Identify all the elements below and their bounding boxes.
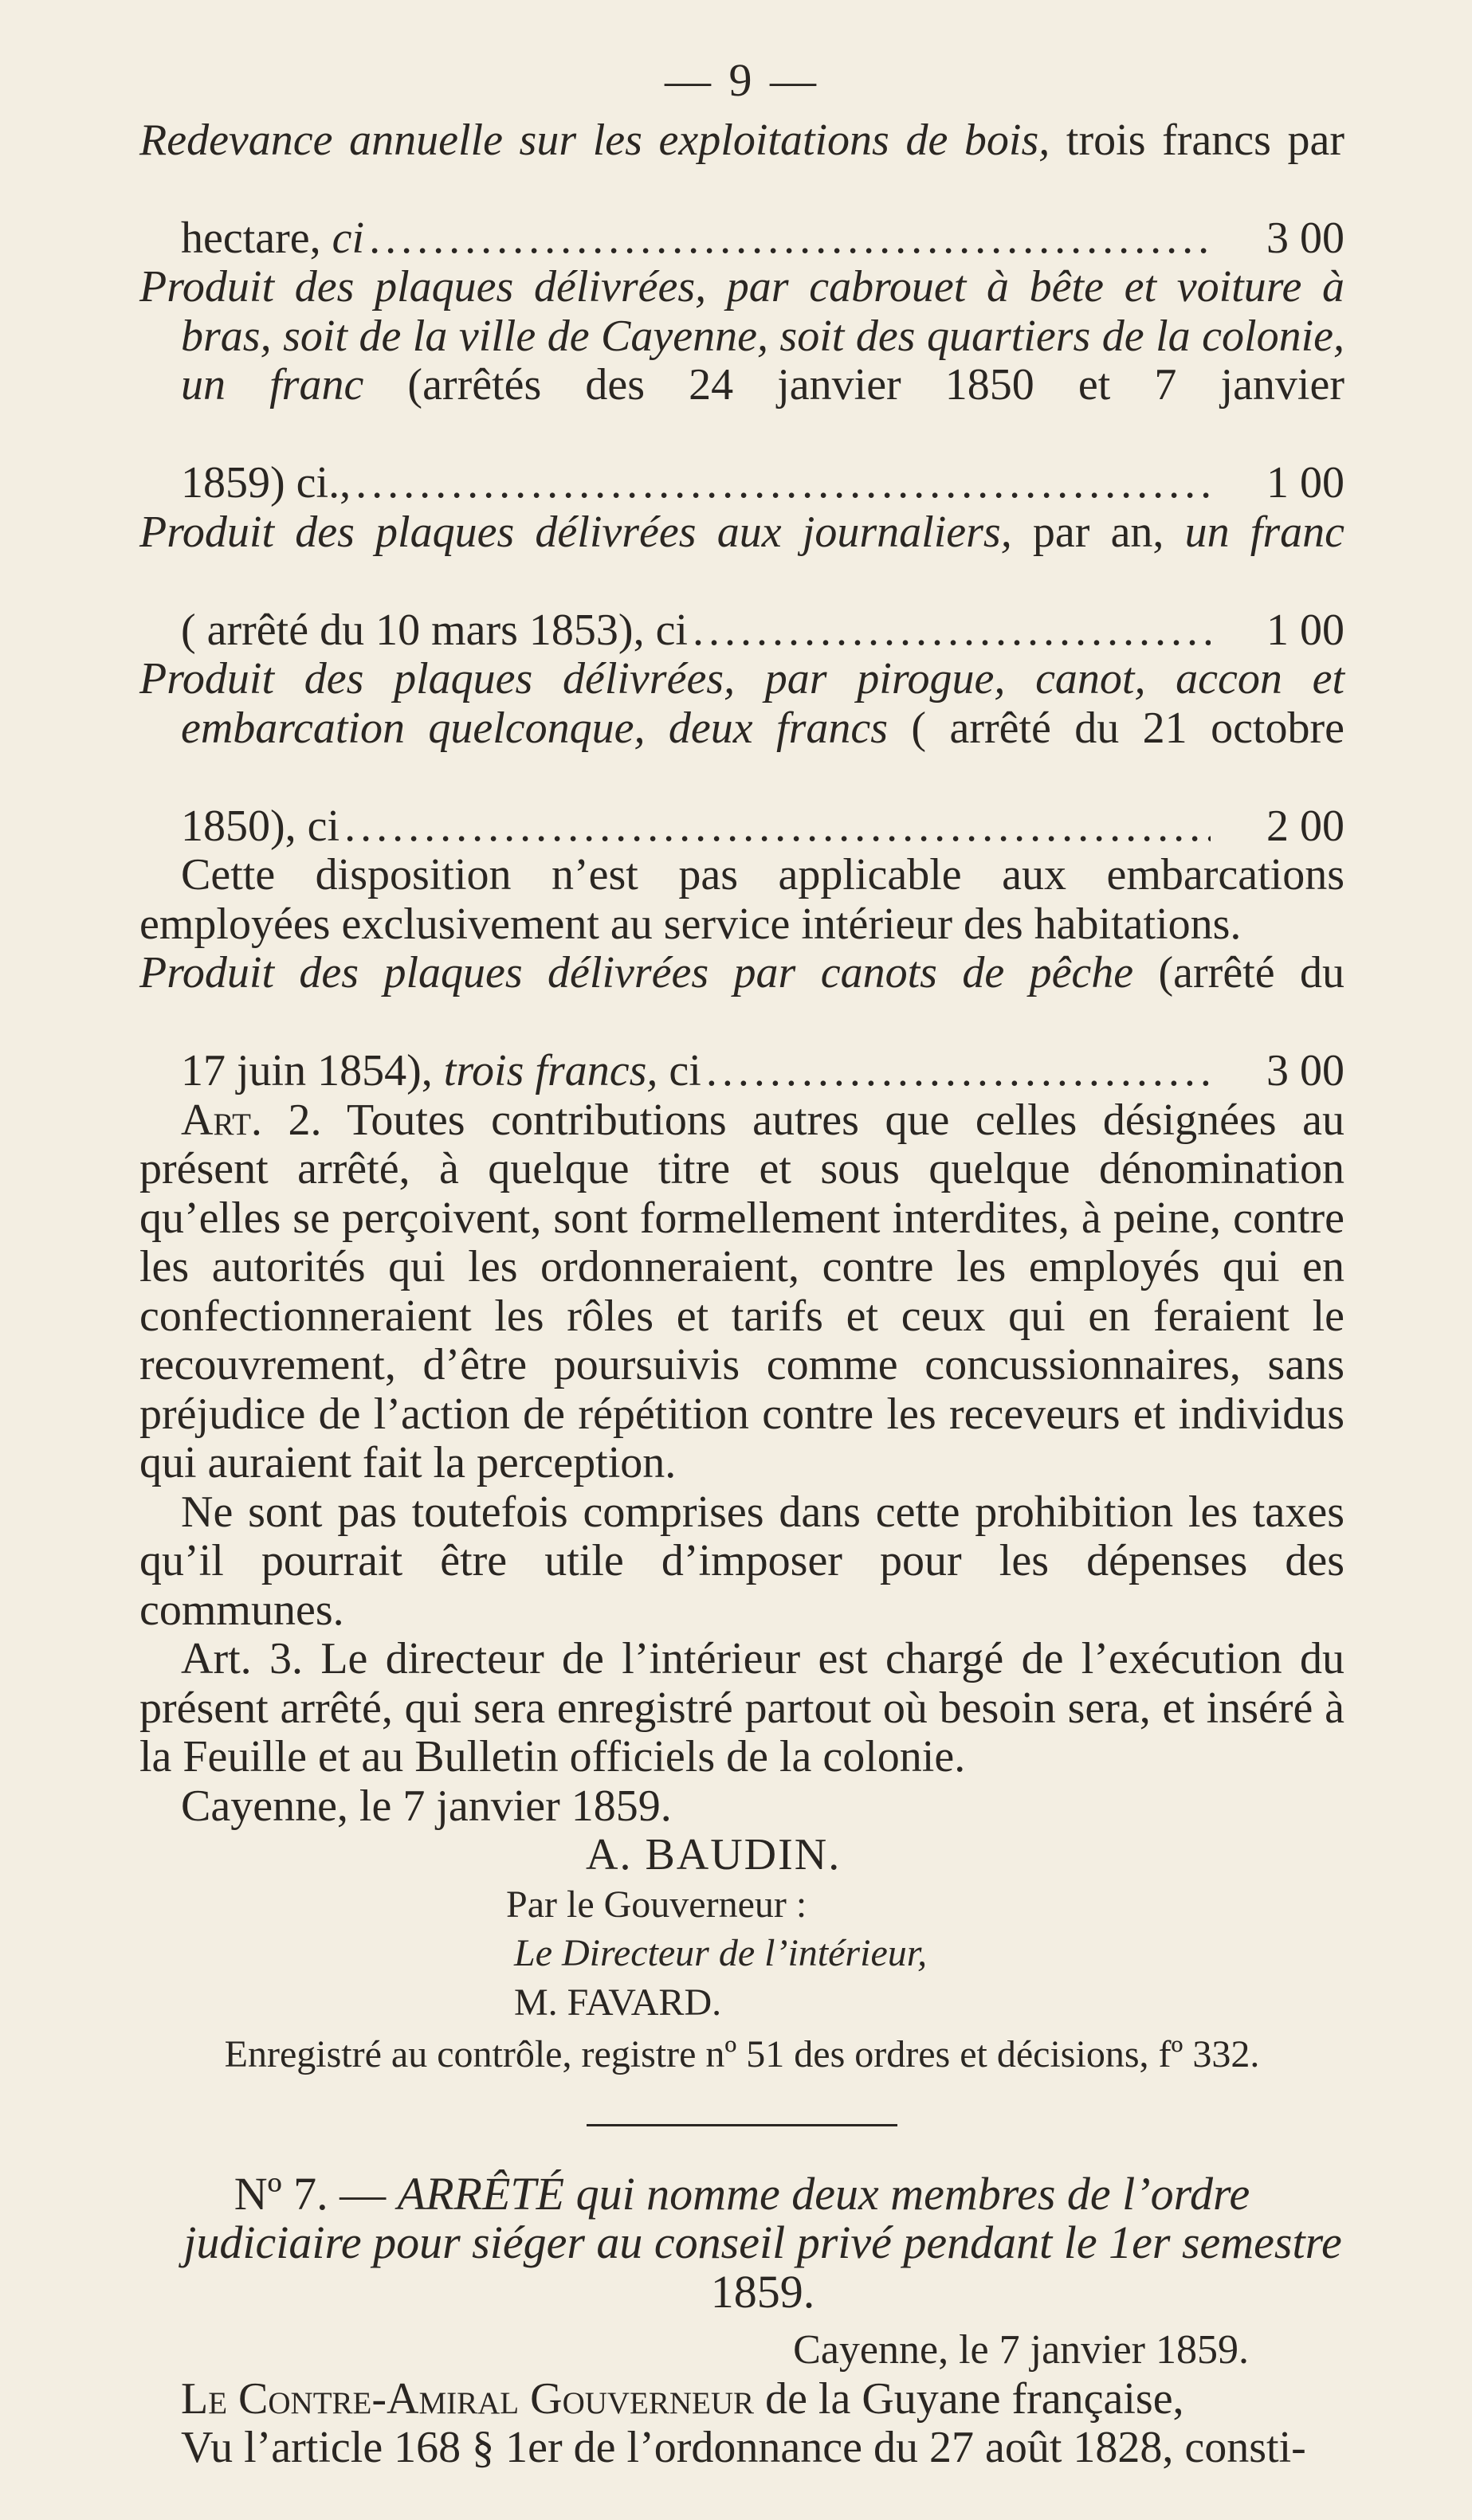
date-line: Cayenne, le 7 janvier 1859. [181,1781,672,1831]
signature-par: Par le Gouverneur : [506,1883,807,1926]
tariff-entry-journaliers [139,508,1344,606]
tariff-entry-line [139,459,1344,508]
entry-italic: Produit des plaques délivrées aux journaliers, [139,507,1012,557]
entry-text: (arrêté du [1158,948,1344,997]
entry-text: trois francs par [1066,115,1345,165]
entry-amount: 1 00 [1266,605,1344,655]
entry-line-italic: ci [332,213,365,263]
entry-line-pre: hectare, [181,213,332,263]
section-divider [587,2124,897,2126]
signature-title: Le Directeur de l’intérieur, [514,1932,928,1974]
note-paragraph: Cette disposition n’est pas applicable aux embarcations employées exclusivement au service intérieur des habitations. [139,850,1344,949]
entry-italic: colonie, un franc [181,311,1344,410]
entry-line-pre: 17 juin 1854), [181,1046,444,1095]
tariff-entry-line [139,802,1344,852]
article-text: Toutes contributions autres que celles désignées au présent arrêté, à quelque titre et sous quelque dénomination qu’elles se perçoivent, sont formellement interdites, à peine, contre les autorités qui les ordonneraient, contre les employés qui en confectionneraient les rôles et tarifs et ceux qui en feraient le recouvrement, d’être poursuivis comme concussionnaires, sans préjudice de l’action de répétition contre les receveurs et individus qui auraient fait la perception. [139,1095,1344,1487]
decree-heading [139,2169,1344,2317]
entry-line-text [181,1047,701,1096]
entry-italic: Redevance annuelle sur les exploitations de bois, [139,115,1050,165]
decree-title-2: semestre [1181,2216,1342,2268]
entry-text: ( arrêté du 21 octobre [911,703,1344,753]
entry-italic: à bras, soit de la ville de Cayenne, soit des quartiers de la [181,262,1344,361]
entry-italic: embarcation quelconque, deux francs [181,703,889,753]
article-label: Art. 2. [181,1095,322,1145]
signature-director: M. FAVARD. [514,1981,722,2024]
signature-name: A. BAUDIN. [586,1830,842,1879]
registration-line: Enregistré au contrôle, registre nº 51 des ordres et décisions, fº 332. [224,2033,1260,2075]
tariff-entry-cabrouet [139,263,1344,459]
decree-place-date: Cayenne, le 7 janvier 1859. [793,2327,1249,2373]
entry-line-post: ci [657,1046,701,1095]
decree-year: 1859. [710,2265,815,2318]
decree-ordinal: 1er [1109,2216,1171,2268]
leader-dots [693,606,1211,656]
entry-italic: Produit des plaques délivrées, par cabrouet à bête et voiture [139,262,1302,312]
entry-amount: 1 00 [1266,458,1344,508]
tariff-entry-canots-peche [139,949,1344,1047]
entry-italic: Produit des plaques délivrées, par pirogue, canot, accon et [139,654,1344,703]
tariff-entry-pirogue [139,655,1344,802]
tariff-entry-exploitations-bois [139,116,1344,214]
entry-line-pre: 1859) ci., [181,458,351,508]
paragraph-ne-sont: Ne sont pas toutefois comprises dans cette prohibition les taxes qu’il pourrait être utile d’imposer pour les dépenses des communes. [139,1487,1344,1635]
decree-opening-sc: Le Contre-Amiral Gouverneur [181,2373,755,2424]
decree-title: ARRÊTÉ qui nomme deux membres de l’ordre judiciaire pour siéger au conseil privé pendant le [183,2167,1250,2268]
tariff-entry-line [139,1047,1344,1096]
decree-number: Nº 7. — [234,2167,387,2220]
page-number: — 9 — [665,54,819,106]
leader-dots [355,459,1211,508]
entry-line-italic: trois francs, [443,1046,658,1095]
entry-line-pre: ( arrêté du 10 mars 1853), ci [181,605,688,655]
entry-text: (arrêtés des 24 janvier 1850 et 7 janvier [407,360,1344,410]
leader-dots [344,802,1211,852]
leader-dots [706,1047,1211,1096]
article-3: Art. 3. Le directeur de l’intérieur est chargé de l’exécution du présent arrêté, qui sera enregistré partout où besoin sera, et inséré à la Feuille et au Bulletin officiels de la colonie. [139,1634,1344,1781]
entry-amount: 3 00 [1266,1046,1344,1095]
entry-amount: 3 00 [1266,213,1344,263]
tariff-entry-line [139,606,1344,656]
decree-vu-line: Vu l’article 168 § 1er de l’ordonnance du 27 août 1828, consti- [181,2423,1306,2472]
entry-amount: 2 00 [1266,801,1344,851]
decree-opening-rest: de la Guyane française, [765,2373,1184,2424]
leader-dots [369,214,1211,264]
decree-opening [139,2375,1344,2424]
entry-italic: Produit des plaques délivrées par canots de pêche [139,948,1134,997]
article-2 [139,1096,1344,1488]
tariff-entry-line [139,214,1344,264]
entry-italic: un franc [1184,507,1345,557]
entry-line-pre: 1850), ci [181,801,340,851]
entry-text: par an, [1032,507,1164,557]
entry-line-text [181,214,364,264]
